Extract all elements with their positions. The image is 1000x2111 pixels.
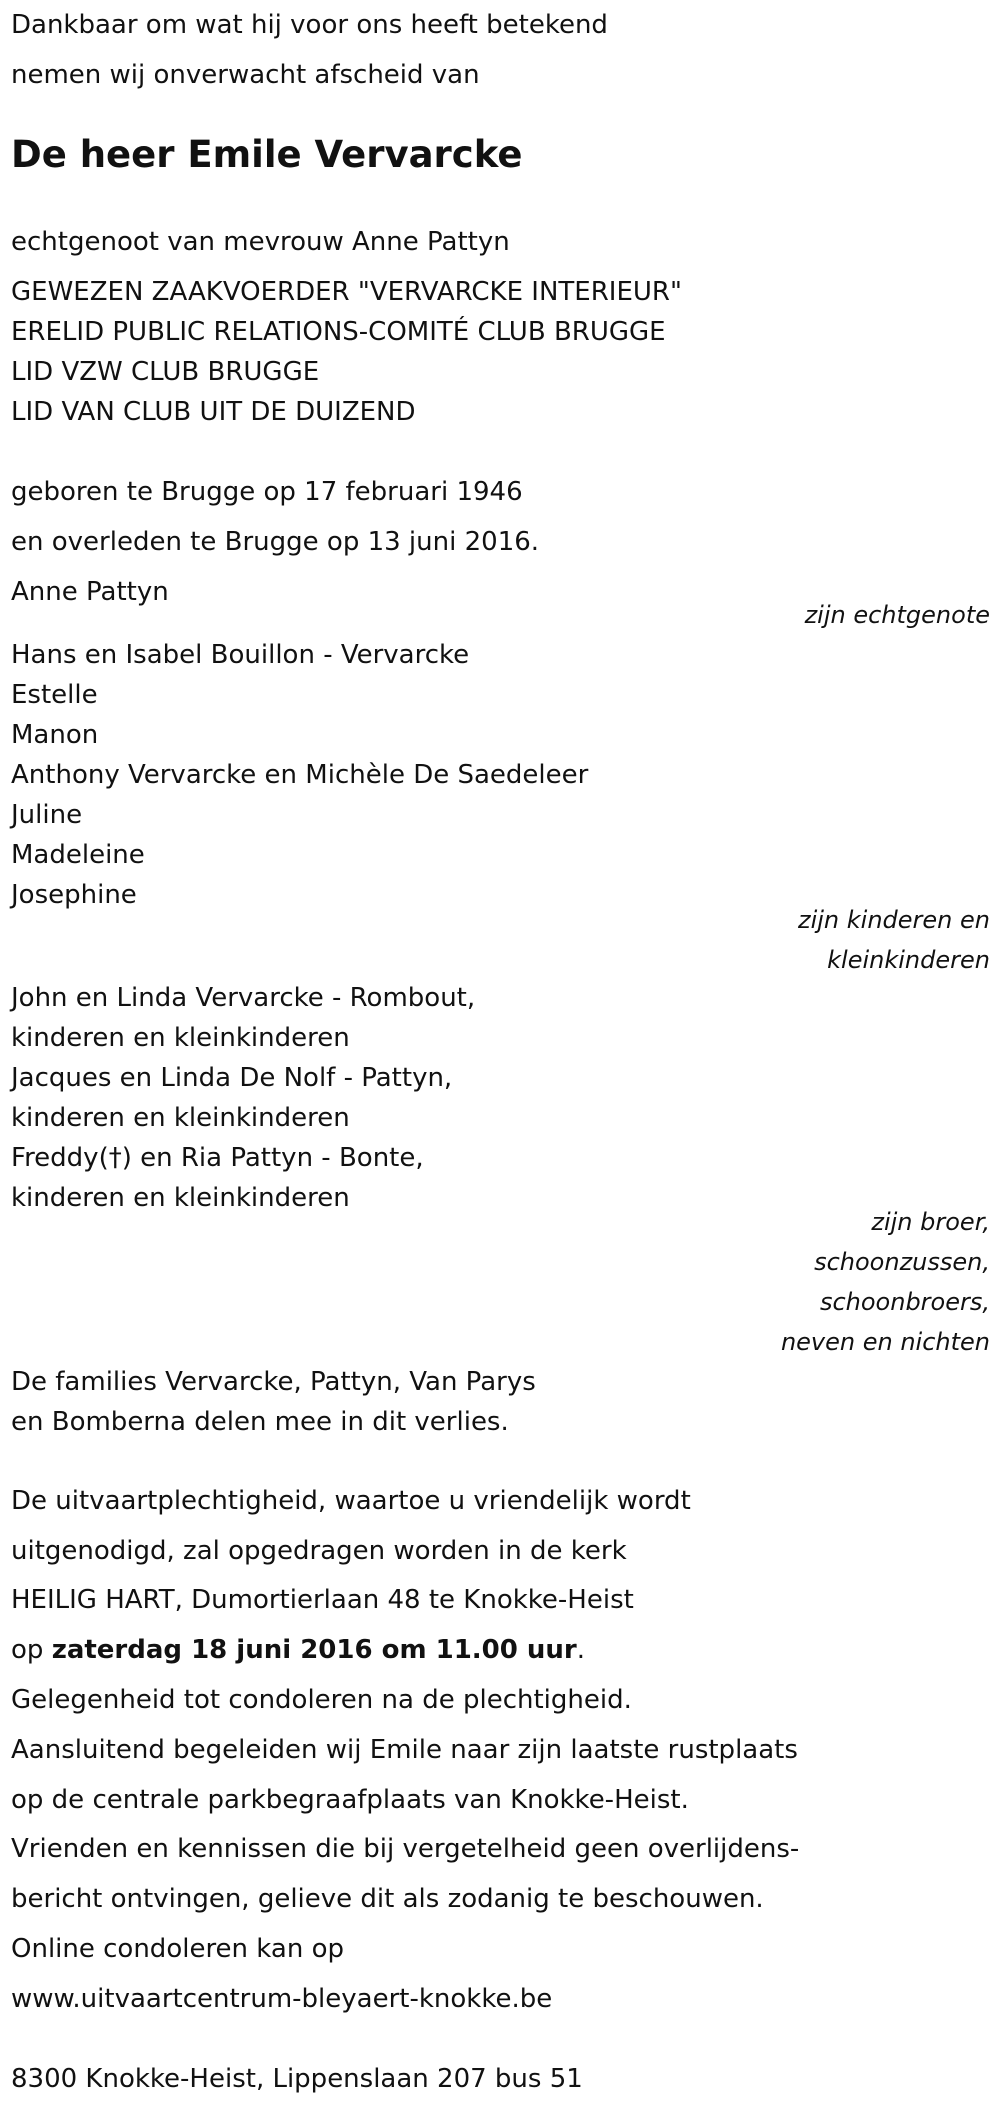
spouse-line: echtgenoot van mevrouw Anne Pattyn xyxy=(11,227,510,257)
deceased-name: De heer Emile Vervarcke xyxy=(11,133,523,176)
family-name: Josephine xyxy=(11,880,137,910)
ceremony-line: Aansluitend begeleiden wij Emile naar zijn laatste rustplaats xyxy=(11,1735,798,1765)
family-name: Hans en Isabel Bouillon - Vervarcke xyxy=(11,640,470,670)
relation-line: neven en nichten xyxy=(780,1328,990,1356)
date-suffix: . xyxy=(576,1635,586,1665)
family-group-children xyxy=(11,635,588,915)
death-line: en overleden te Brugge op 13 juni 2016. xyxy=(11,527,540,557)
titles-block xyxy=(11,272,682,432)
family-name: Estelle xyxy=(11,680,98,710)
relation-line: zijn echtgenote xyxy=(804,601,990,629)
family-name: John en Linda Vervarcke - Rombout, xyxy=(11,983,476,1013)
ceremony-date-line xyxy=(11,1630,585,1670)
ceremony-line: uitgenodigd, zal opgedragen worden in de kerk xyxy=(11,1536,627,1566)
relation-line: schoonbroers, xyxy=(819,1288,990,1316)
ceremony-line: Online condoleren kan op xyxy=(11,1934,344,1964)
title-line: LID VZW CLUB BRUGGE xyxy=(11,357,320,387)
relation-line: zijn broer, xyxy=(871,1208,990,1236)
address-line: 8300 Knokke-Heist, Lippenslaan 207 bus 51 xyxy=(11,2064,583,2094)
ceremony-line: op de centrale parkbegraafplaats van Knokke-Heist. xyxy=(11,1785,689,1815)
relation-line: kleinkinderen xyxy=(827,946,990,974)
family-name: Anthony Vervarcke en Michèle De Saedeleer xyxy=(11,760,589,790)
intro-line-2: nemen wij onverwacht afscheid van xyxy=(11,60,480,90)
relation-siblings xyxy=(781,1202,990,1362)
title-line: LID VAN CLUB UIT DE DUIZEND xyxy=(11,397,416,427)
ceremony-line: bericht ontvingen, gelieve dit als zodanig te beschouwen. xyxy=(11,1884,764,1914)
date-prefix: op xyxy=(11,1635,52,1665)
family-name: Manon xyxy=(11,720,99,750)
birth-line: geboren te Brugge op 17 februari 1946 xyxy=(11,477,523,507)
family-name: Freddy(†) en Ria Pattyn - Bonte, xyxy=(11,1143,424,1173)
family-name: Juline xyxy=(11,800,83,830)
families-line: De families Vervarcke, Pattyn, Van Parys xyxy=(11,1367,536,1397)
family-name: Anne Pattyn xyxy=(11,577,169,607)
family-name: Madeleine xyxy=(11,840,145,870)
church-address: HEILIG HART, Dumortierlaan 48 te Knokke-Heist xyxy=(11,1585,634,1615)
condolence-website-link[interactable]: www.uitvaartcentrum-bleyaert-knokke.be xyxy=(11,1984,553,2014)
title-line: GEWEZEN ZAAKVOERDER "VERVARCKE INTERIEUR" xyxy=(11,277,682,307)
family-group-siblings xyxy=(11,978,475,1218)
relation-line: zijn kinderen en xyxy=(798,906,990,934)
ceremony-line: Gelegenheid tot condoleren na de plechtigheid. xyxy=(11,1685,632,1715)
family-name: kinderen en kleinkinderen xyxy=(11,1183,350,1213)
family-name: Jacques en Linda De Nolf - Pattyn, xyxy=(11,1063,453,1093)
ceremony-line: Vrienden en kennissen die bij vergetelheid geen overlijdens- xyxy=(11,1834,800,1864)
relation-spouse xyxy=(805,595,990,635)
intro-line-1: Dankbaar om wat hij voor ons heeft betekend xyxy=(11,10,608,40)
ceremony-line: De uitvaartplechtigheid, waartoe u vriendelijk wordt xyxy=(11,1486,691,1516)
relation-line: schoonzussen, xyxy=(814,1248,990,1276)
families-block xyxy=(11,1362,536,1442)
ceremony-date: zaterdag 18 juni 2016 om 11.00 uur xyxy=(51,1635,577,1665)
title-line: ERELID PUBLIC RELATIONS-COMITÉ CLUB BRUGGE xyxy=(11,317,666,347)
family-name: kinderen en kleinkinderen xyxy=(11,1103,350,1133)
family-group-spouse xyxy=(11,572,169,612)
condolence-website xyxy=(11,1979,552,2019)
family-name: kinderen en kleinkinderen xyxy=(11,1023,350,1053)
families-line: en Bomberna delen mee in dit verlies. xyxy=(11,1407,509,1437)
relation-children xyxy=(798,900,990,980)
